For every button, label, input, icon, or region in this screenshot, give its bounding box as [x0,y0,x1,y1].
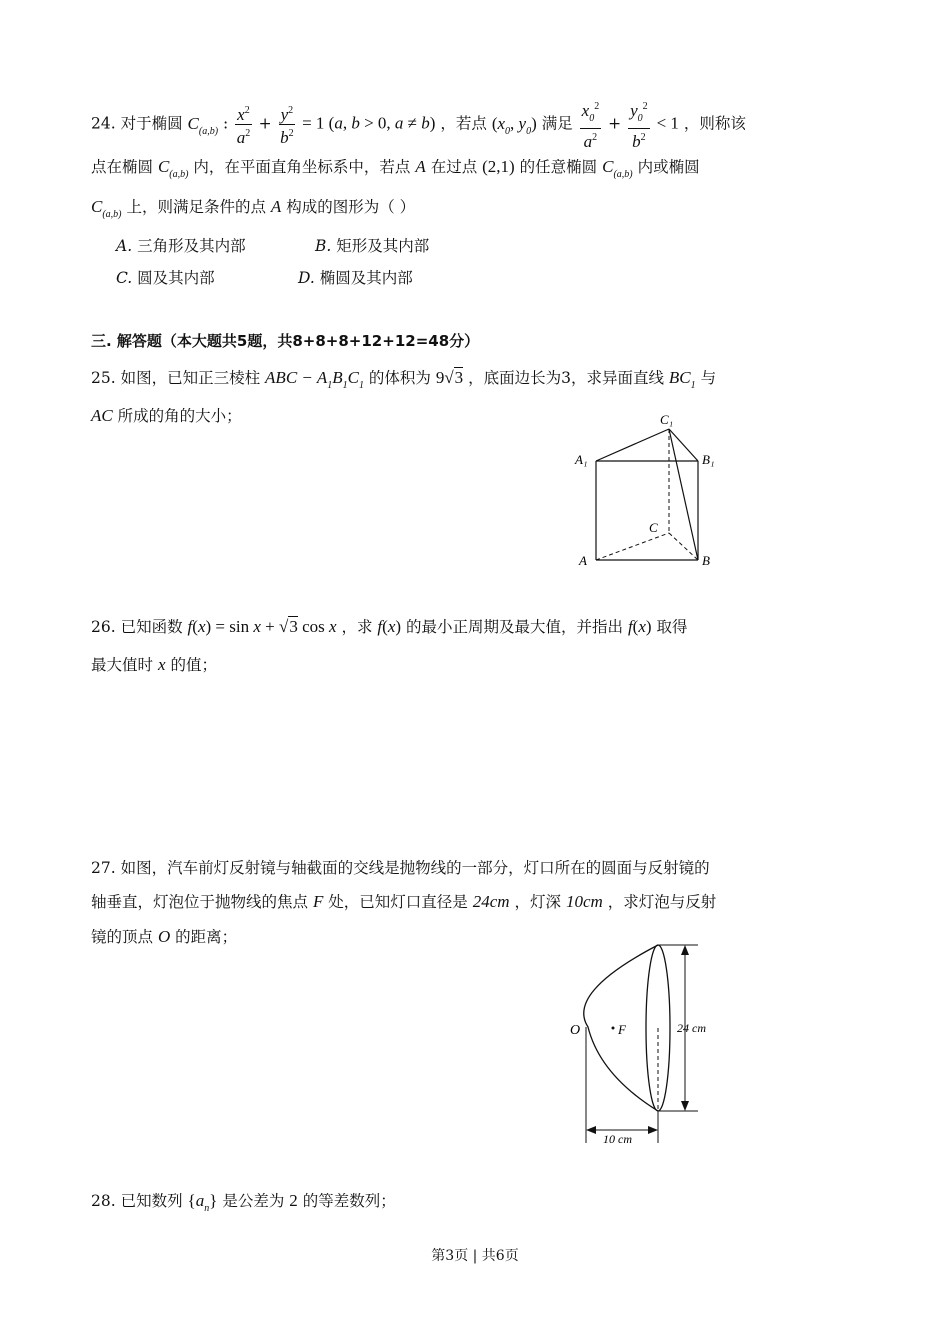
label-b: B [702,553,710,568]
q24-line3: $C_{(a,b)}$ 上，则满足条件的点 A 构成的图形为（ ） [91,197,416,220]
q27-line1: 27. 如图，汽车前灯反射镜与轴截面的交线是抛物线的一部分，灯口所在的圆面与反射镜的 [91,859,710,877]
q24-option-d: D. 椭圆及其内部 [298,269,413,287]
q24-number: 24. [91,114,116,133]
headlight-figure [560,935,730,1150]
label-c1: C₁ [660,412,674,427]
q26-line1: 26. 已知函数 f(x) = sin x + √3 cos x ，求 f(x) 的最小正周期及最大值，并指出 f(x) 取得 [91,617,688,636]
label-24cm: 24 cm [677,1021,706,1035]
q25-line2: AC 所成的角的大小； [91,406,242,425]
q28-line1: 28. 已知数列 $\{a_n\}$ 是公差为 2 的等差数列； [91,1191,396,1214]
q27-line3: 镜的顶点 O 的距离； [91,927,238,946]
label-a1: A₁ [575,452,588,467]
label-f: F [618,1022,626,1037]
label-b1: B₁ [702,452,715,467]
label-10cm: 10 cm [603,1132,632,1146]
label-a: A [579,553,587,568]
q24-line1: 24. 对于椭圆 $C_{(a,b)}$ : $\frac{x^2}{a^2}$ + $\frac{y^2}{b^2}$ = 1 (a, b > 0, a ≠ b) ，若点 ($x_0$, $y_0$) 满足 $\frac{x_0^2}{a^2}$ + $\frac{y_0^2}{b^2}$ < 1 ，则称该 [91,98,746,151]
q25-line1: 25. 如图，已知正三棱柱 ABC − $A_1B_1C_1$ 的体积为 9√3 ，底面边长为3，求异面直线 $BC_1$ 与 [91,368,717,391]
label-c: C [649,520,658,535]
q24-option-c: C. 圆及其内部 [116,269,215,287]
q24-line2: 点在椭圆 $C_{(a,b)}$ 内，在平面直角坐标系中，若点 A 在过点 (2,1) 的任意椭圆 $C_{(a,b)}$ 内或椭圆 [91,157,700,180]
q26-line2: 最大值时 x 的值； [91,655,217,674]
section-heading: 三. 解答题（本大题共5题，共8+8+8+12+12=48分） [91,332,480,350]
page-footer: 第3页 | 共6页 [431,1248,519,1264]
ellipse-symbol: $C_{(a,b)}$ [187,113,219,137]
q24-option-b: B. 矩形及其内部 [315,237,430,255]
prism-figure [560,405,740,580]
label-o: O [570,1023,581,1038]
q24-option-a: A. 三角形及其内部 [116,237,246,255]
q27-line2: 轴垂直，灯泡位于抛物线的焦点 F 处，已知灯口直径是 24cm ，灯深 10cm ，求灯泡与反射 [91,892,717,911]
